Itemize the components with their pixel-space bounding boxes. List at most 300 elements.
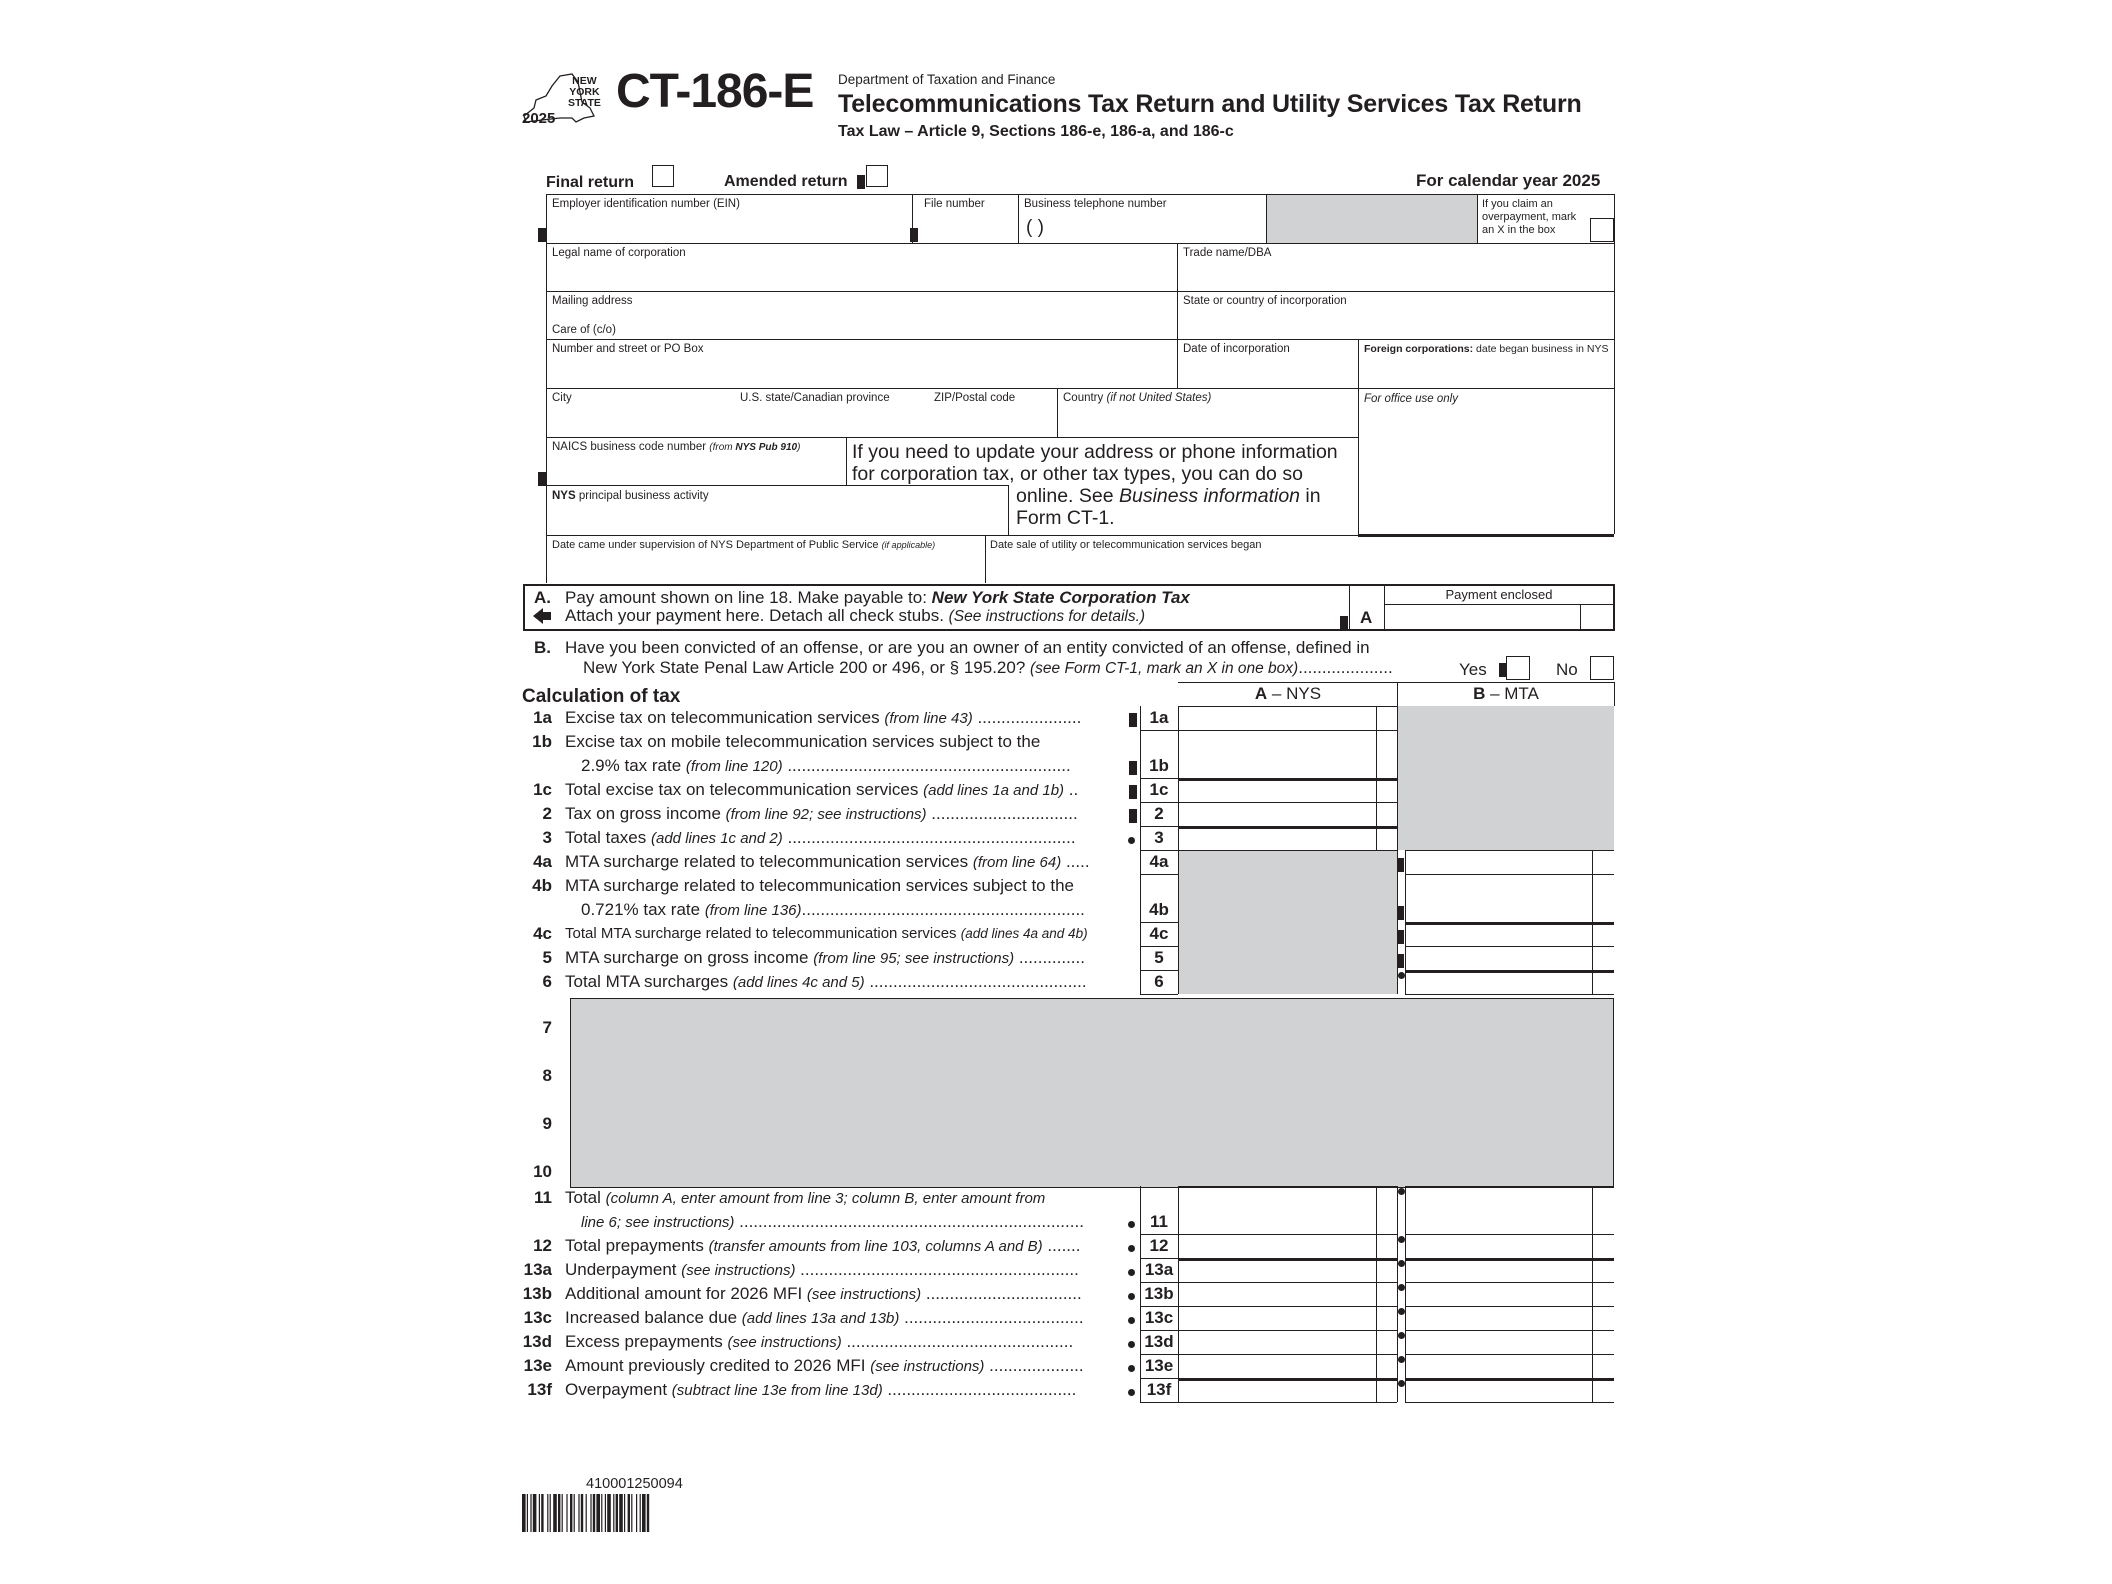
column-b-amount-field[interactable]: [1407, 1260, 1590, 1280]
line-number: 8: [542, 1066, 552, 1085]
barcode-bar: [527, 1494, 528, 1532]
grid-line: [1405, 946, 1614, 947]
foreign-date-field[interactable]: [1360, 358, 1613, 388]
column-b-amount-field[interactable]: [1407, 852, 1590, 872]
line-number: 1b: [532, 732, 552, 751]
grid-line: [1140, 970, 1178, 971]
line-description: Total MTA surcharge related to telecommunication services (add lines 4a and 4b): [565, 925, 1088, 942]
grid-line: [1140, 994, 1178, 995]
column-b-bullet: [1398, 1284, 1405, 1291]
grid-line: [1376, 1354, 1377, 1378]
grid-line: [1405, 1234, 1406, 1258]
amended-return-checkbox[interactable]: [866, 165, 888, 187]
grid-line: [1178, 706, 1179, 730]
grid-line: [1580, 604, 1581, 630]
payment-marker: [1340, 616, 1348, 630]
grid-line: [1140, 1234, 1178, 1235]
grid-line: [546, 291, 1614, 292]
line-number: 11: [534, 1188, 552, 1207]
grid-line: [546, 535, 1358, 536]
grid-line: [1405, 1402, 1614, 1403]
column-b-amount-field[interactable]: [1407, 948, 1590, 968]
column-b-marker: [1397, 930, 1404, 944]
barcode-bar: [547, 1494, 548, 1532]
date-supervision-field[interactable]: [548, 553, 984, 583]
barcode-image: [522, 1494, 762, 1534]
column-a-amount-field[interactable]: [1180, 1284, 1374, 1304]
grid-line: [1592, 1234, 1593, 1258]
barcode-bar: [642, 1494, 646, 1532]
grid-line: [1405, 1258, 1614, 1261]
barcode-bar: [601, 1494, 602, 1532]
line-description-cont: 2.9% tax rate (from line 120) ............................................................: [581, 756, 1071, 775]
grid-line: [1140, 826, 1178, 827]
grid-line: [1140, 1234, 1141, 1258]
grid-line: [1614, 194, 1615, 534]
grid-line: [1358, 388, 1359, 537]
grid-line: [1405, 994, 1614, 995]
grid-line: [1592, 922, 1593, 946]
map-text: NEW YORK STATE: [568, 75, 601, 109]
grid-line: [1140, 706, 1141, 730]
column-b-bullet: [1398, 1356, 1405, 1363]
barcode-bar: [558, 1494, 560, 1532]
grid-line: [1376, 730, 1377, 778]
grid-line: [1178, 682, 1614, 683]
grid-line: [546, 437, 1358, 438]
column-a-amount-field[interactable]: [1180, 1308, 1374, 1328]
naics-label: NAICS business code number (from NYS Pub 910): [552, 441, 801, 453]
line-number: 2: [542, 804, 552, 823]
barcode-number: 410001250094: [586, 1476, 683, 1492]
file-number-label: File number: [924, 198, 985, 210]
barcode-bar: [586, 1494, 587, 1532]
grid-line: [1140, 874, 1141, 922]
grid-line: [1592, 1306, 1593, 1330]
form-title: Telecommunications Tax Return and Utility Services Tax Return: [838, 90, 1582, 118]
line-description: Total taxes (add lines 1c and 2) .............................................................: [565, 828, 1076, 847]
line-bullet: [1128, 837, 1135, 844]
line-reference: 12: [1149, 1236, 1169, 1255]
line-reference: 1b: [1149, 756, 1169, 775]
no-checkbox[interactable]: [1590, 656, 1614, 680]
barcode-bar: [647, 1494, 649, 1532]
line-bullet: [1128, 1341, 1135, 1348]
care-of-field[interactable]: [548, 322, 1176, 339]
amended-return-label: Amended return: [724, 173, 848, 190]
grid-line: [1405, 1282, 1614, 1283]
phone-parentheses: ( ): [1026, 217, 1044, 238]
column-a-amount-field[interactable]: [1180, 708, 1374, 728]
line-number: 13b: [522, 1284, 552, 1303]
grid-line: [1405, 1378, 1614, 1381]
column-a-amount-field[interactable]: [1180, 1332, 1374, 1352]
line-marker: [1129, 713, 1137, 727]
grid-line: [1140, 1306, 1178, 1307]
section-b-line1: Have you been convicted of an offense, or are you an owner of an entity convicted of an offense, defined in: [565, 638, 1370, 657]
line-reference: 13a: [1144, 1260, 1174, 1279]
grid-line: [1405, 946, 1406, 970]
grid-line: [1376, 826, 1377, 850]
barcode-bar: [593, 1494, 595, 1532]
grid-line: [1397, 802, 1398, 826]
grid-line: [1592, 1378, 1593, 1402]
column-a-amount-field[interactable]: [1180, 732, 1374, 776]
ein-field[interactable]: [548, 212, 912, 242]
legal-name-field[interactable]: [548, 262, 1176, 291]
ein-marker: [538, 228, 546, 242]
barcode-bar: [570, 1494, 572, 1532]
city-state-zip-field[interactable]: [548, 406, 1056, 436]
grid-line: [1376, 1186, 1377, 1234]
grid-line: [1405, 1258, 1406, 1282]
grid-line: [1405, 1378, 1406, 1402]
grid-line: [1140, 1330, 1141, 1354]
trade-name-label: Trade name/DBA: [1183, 247, 1272, 259]
grid-line: [1140, 946, 1141, 970]
grid-line: [1592, 850, 1593, 874]
grid-line: [1405, 1234, 1614, 1235]
line-reference: 3: [1154, 828, 1164, 847]
grid-line: [1140, 1282, 1178, 1283]
grid-line: [1405, 850, 1406, 874]
barcode-bar: [619, 1494, 623, 1532]
grid-line: [1178, 1306, 1397, 1307]
column-b-amount-field[interactable]: [1407, 876, 1590, 920]
grid-line: [1018, 194, 1019, 243]
line-reference: 11: [1150, 1212, 1168, 1231]
grid-line: [1405, 1354, 1406, 1378]
line-description: Excise tax on telecommunication services (from line 43) ......................: [565, 708, 1082, 727]
barcode-bar: [616, 1494, 618, 1532]
column-b-amount-field[interactable]: [1407, 972, 1590, 992]
grid-line: [1140, 1378, 1141, 1402]
line-description: MTA surcharge on gross income (from line 95; see instructions) ..............: [565, 948, 1085, 967]
line-marker: [1129, 785, 1137, 799]
overpayment-checkbox[interactable]: [1590, 218, 1614, 242]
line-number: 13a: [523, 1260, 552, 1279]
final-return-checkbox[interactable]: [652, 165, 674, 187]
grid-line: [1178, 1258, 1397, 1261]
grid-line: [546, 485, 1008, 486]
payment-enclosed-field[interactable]: [1386, 606, 1579, 629]
naics-field[interactable]: [548, 456, 845, 485]
grid-line: [1376, 778, 1377, 802]
zip-label: ZIP/Postal code: [934, 392, 1016, 404]
barcode-bar: [624, 1494, 625, 1532]
shaded-block-border: [570, 998, 1614, 1188]
barcode-bar: [541, 1494, 543, 1532]
grid-line: [1177, 291, 1178, 339]
grid-line: [1405, 874, 1406, 922]
column-b-header: B – MTA: [1473, 684, 1539, 703]
grid-line: [1405, 1354, 1614, 1355]
column-a-amount-field[interactable]: [1180, 804, 1374, 824]
date-incorporation-field[interactable]: [1179, 358, 1357, 388]
grid-line: [1405, 922, 1406, 946]
grid-line: [1592, 946, 1593, 970]
line-number: 4a: [533, 852, 552, 871]
section-a-letter: A.: [534, 588, 551, 607]
line-number: 4b: [532, 876, 552, 895]
grid-line: [1592, 1330, 1593, 1354]
grid-line: [1405, 1186, 1614, 1187]
column-b-bullet: [1398, 1260, 1405, 1267]
column-b-marker: [1397, 954, 1404, 968]
principal-activity-label: NYS principal business activity: [552, 490, 709, 502]
barcode-bar: [640, 1494, 641, 1532]
grid-line: [1592, 1354, 1593, 1378]
grid-line: [1178, 1330, 1179, 1354]
grid-line: [1405, 970, 1406, 994]
column-b-marker: [1397, 906, 1404, 920]
grid-line: [1178, 706, 1397, 707]
grid-line: [1178, 1282, 1179, 1306]
grid-line: [1178, 850, 1179, 874]
column-a-amount-field[interactable]: [1180, 1380, 1374, 1400]
legal-name-label: Legal name of corporation: [552, 247, 686, 259]
column-b-bullet: [1398, 1188, 1405, 1195]
shaded-column-a: [1179, 850, 1397, 994]
grid-line: [1140, 802, 1141, 826]
grid-line: [1140, 730, 1178, 731]
grid-line: [1477, 194, 1478, 243]
grid-line: [1405, 1282, 1406, 1306]
grid-line: [1614, 682, 1615, 706]
update-info-line3: online. See Business information in: [1016, 485, 1321, 507]
shaded-area: [1267, 195, 1477, 243]
column-b-amount-field[interactable]: [1407, 1332, 1590, 1352]
grid-line: [1178, 1234, 1179, 1258]
column-b-amount-field[interactable]: [1407, 1380, 1590, 1400]
grid-line: [1140, 1282, 1141, 1306]
barcode-bar: [574, 1494, 575, 1532]
form-id: CT-186-E: [616, 65, 814, 118]
section-b-line2: New York State Penal Law Article 200 or 496, or § 195.20? (see Form CT-1, mark an X in one box)....................: [583, 658, 1393, 677]
grid-line: [1178, 802, 1179, 826]
final-return-label: Final return: [546, 174, 635, 191]
line-description: MTA surcharge related to telecommunication services subject to the: [565, 876, 1074, 895]
barcode-bar: [605, 1494, 606, 1532]
line-number: 13d: [522, 1332, 552, 1351]
grid-line: [1405, 874, 1614, 875]
line-reference: 1a: [1149, 708, 1169, 727]
barcode-bar: [562, 1494, 563, 1532]
trade-name-field[interactable]: [1179, 262, 1613, 291]
grid-line: [1592, 874, 1593, 922]
business-phone-field[interactable]: [1020, 212, 1266, 242]
grid-line: [1397, 682, 1398, 706]
grid-line: [1178, 1378, 1397, 1381]
column-b-amount-field[interactable]: [1407, 1236, 1590, 1256]
barcode-bar: [530, 1494, 531, 1532]
line-number: 4c: [533, 924, 552, 943]
yes-checkbox[interactable]: [1506, 656, 1530, 680]
grid-line: [1140, 1354, 1178, 1355]
grid-line: [1178, 826, 1397, 829]
grid-line: [1140, 1354, 1141, 1378]
barcode-bar: [566, 1494, 567, 1532]
line-number: 10: [533, 1162, 552, 1181]
line-description: Excise tax on mobile telecommunication services subject to the: [565, 732, 1041, 751]
grid-line: [1178, 1306, 1179, 1330]
grid-line: [1140, 1258, 1178, 1259]
grid-line: [1376, 802, 1377, 826]
care-of-label: Care of (c/o): [552, 324, 616, 336]
grid-line: [1405, 970, 1614, 973]
grid-line: [1140, 1306, 1141, 1330]
grid-line: [1008, 485, 1009, 535]
grid-line: [1376, 1306, 1377, 1330]
grid-line: [1140, 1186, 1141, 1234]
grid-line: [1140, 1378, 1178, 1379]
line-number: 5: [542, 948, 552, 967]
line-description: Total MTA surcharges (add lines 4c and 5) ..............................................: [565, 972, 1087, 991]
grid-line: [1178, 970, 1179, 994]
grid-line: [1178, 1354, 1179, 1378]
column-b-amount-field[interactable]: [1407, 1284, 1590, 1304]
line-reference: 5: [1154, 948, 1164, 967]
line-description: Amount previously credited to 2026 MFI (see instructions) ....................: [565, 1356, 1084, 1375]
line-number: 13f: [527, 1380, 552, 1399]
grid-line: [1397, 826, 1398, 850]
grid-line: [1140, 946, 1178, 947]
column-a-amount-field[interactable]: [1180, 1236, 1374, 1256]
line-bullet: [1128, 1269, 1135, 1276]
line-reference: 1c: [1149, 780, 1169, 799]
grid-line: [1140, 778, 1178, 779]
column-b-bullet: [1398, 1236, 1405, 1243]
date-sale-field[interactable]: [987, 553, 1613, 583]
barcode-bar: [628, 1494, 630, 1532]
overpayment-label: If you claim an overpayment, mark an X in the box: [1482, 198, 1577, 236]
grid-line: [1140, 850, 1178, 851]
grid-line: [1178, 826, 1179, 850]
line-number: 12: [533, 1236, 552, 1255]
line-reference: 13d: [1144, 1332, 1174, 1351]
column-b-amount-field[interactable]: [1407, 1356, 1590, 1376]
column-b-marker: [1397, 858, 1404, 872]
line-marker: [1129, 761, 1137, 775]
shaded-column-b: [1398, 706, 1614, 850]
grid-line: [1405, 1330, 1406, 1354]
grid-line: [1405, 922, 1614, 925]
barcode-bar: [636, 1494, 637, 1532]
column-a-amount-field[interactable]: [1180, 1260, 1374, 1280]
grid-line: [1178, 1186, 1397, 1187]
column-b-amount-field[interactable]: [1407, 1188, 1590, 1232]
grid-line: [1397, 706, 1398, 730]
principal-activity-field[interactable]: [548, 504, 1006, 534]
line-description: Total (column A, enter amount from line 3; column B, enter amount from: [565, 1188, 1046, 1207]
grid-line: [1376, 1234, 1377, 1258]
grid-line: [1178, 1258, 1179, 1282]
line-number: 7: [542, 1018, 552, 1037]
street-field[interactable]: [548, 358, 1176, 388]
line-number: 13e: [523, 1356, 552, 1375]
line-reference: 4b: [1149, 900, 1169, 919]
grid-line: [846, 437, 847, 485]
section-b-letter: B.: [534, 638, 551, 657]
grid-line: [1140, 730, 1141, 778]
naics-marker: [538, 472, 546, 486]
grid-line: [1405, 1306, 1614, 1307]
line-number: 6: [542, 972, 552, 991]
update-info-line4: Form CT-1.: [1016, 507, 1115, 529]
line-description: Excess prepayments (see instructions) ................................................: [565, 1332, 1074, 1351]
province-label: U.S. state/Canadian province: [740, 392, 890, 404]
grid-line: [1376, 1258, 1377, 1282]
grid-line: [1140, 1258, 1141, 1282]
grid-line: [1177, 339, 1178, 388]
line-reference: 13f: [1146, 1380, 1172, 1399]
grid-line: [1397, 730, 1398, 778]
file-number-field[interactable]: [920, 212, 1018, 242]
column-a-amount-field[interactable]: [1180, 828, 1374, 848]
grid-line: [1178, 922, 1179, 946]
grid-line: [1178, 1234, 1397, 1235]
foreign-corporations-label: Foreign corporations: date began business in NYS: [1364, 343, 1609, 355]
column-b-bullet: [1398, 1380, 1405, 1387]
line-number: 1a: [533, 708, 552, 727]
line-number: 1c: [533, 780, 552, 799]
amended-marker: [857, 175, 865, 189]
barcode-bar: [581, 1494, 583, 1532]
barcode-bar: [607, 1494, 611, 1532]
grid-line: [1140, 778, 1141, 802]
line-bullet: [1128, 1365, 1135, 1372]
city-label: City: [552, 392, 572, 404]
grid-line: [1177, 243, 1178, 291]
ein-label: Employer identification number (EIN): [552, 198, 740, 210]
line-bullet: [1128, 1389, 1135, 1396]
column-a-amount-field[interactable]: [1180, 780, 1374, 800]
update-info-line1: If you need to update your address or phone information: [852, 441, 1338, 463]
date-sale-label: Date sale of utility or telecommunication services began: [990, 539, 1262, 551]
grid-line: [1178, 1378, 1179, 1402]
grid-line: [1592, 1258, 1593, 1282]
column-a-amount-field[interactable]: [1180, 1188, 1374, 1232]
date-supervision-label: Date came under supervision of NYS Department of Public Service (if applicable): [552, 539, 936, 551]
section-a-box-letter: A: [1360, 608, 1373, 627]
column-b-bullet: [1398, 1308, 1405, 1315]
grid-line: [1397, 778, 1398, 802]
grid-line: [1376, 706, 1377, 730]
column-b-amount-field[interactable]: [1407, 924, 1590, 944]
grid-line: [1178, 730, 1397, 731]
country-field[interactable]: [1059, 406, 1356, 436]
grid-line: [1140, 922, 1178, 923]
grid-line: [1140, 874, 1178, 875]
grid-line: [1178, 1354, 1397, 1355]
barcode-bar: [631, 1494, 632, 1532]
grid-line: [1178, 802, 1397, 803]
grid-line: [546, 243, 1614, 244]
line-reference: 2: [1154, 804, 1164, 823]
line-number: 13c: [523, 1308, 552, 1327]
state-incorporation-field[interactable]: [1179, 310, 1613, 339]
grid-line: [1178, 778, 1397, 781]
line-bullet: [1128, 1293, 1135, 1300]
line-description-cont: line 6; see instructions) .........................................................................: [581, 1212, 1084, 1231]
payment-enclosed-label: Payment enclosed: [1445, 587, 1553, 602]
line-bullet: [1128, 1245, 1135, 1252]
column-b-bullet: [1398, 1332, 1405, 1339]
grid-line: [1376, 1282, 1377, 1306]
column-a-amount-field[interactable]: [1180, 1356, 1374, 1376]
column-b-amount-field[interactable]: [1407, 1308, 1590, 1328]
line-reference: 4c: [1149, 924, 1169, 943]
